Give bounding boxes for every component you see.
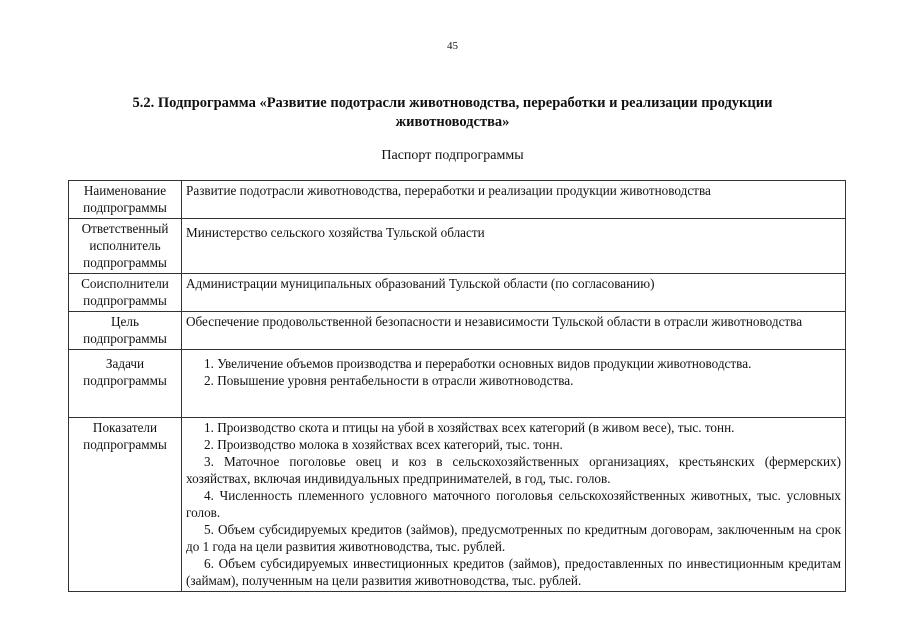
- list-item: 3. Маточное поголовье овец и коз в сельскохозяйственных организациях, крестьянских (фермерских) хозяйствах, включая индивидуальных предпринимателей, в год, тыс. голов.: [186, 454, 841, 486]
- list-item: 1. Производство скота и птицы на убой в хозяйствах всех категорий (в живом весе), тыс. тонн.: [204, 420, 735, 435]
- table-row: [69, 181, 846, 219]
- list-item: 6. Объем субсидируемых инвестиционных кредитов (займов), предоставленных по инвестиционным кредитам (займам), полученным на цели развития животноводства, тыс. рублей.: [186, 556, 841, 588]
- table-row: [69, 418, 846, 592]
- table-row: [69, 312, 846, 350]
- row-label-indicators: Показатели подпрограммы: [69, 418, 182, 592]
- row-label-coexecutors: Соисполнители подпрограммы: [69, 274, 182, 312]
- list-item: 4. Численность племенного условного маточного поголовья сельскохозяйственных животных, тыс. условных голов.: [186, 488, 841, 520]
- table-row: [69, 350, 846, 418]
- row-value-coexecutors: Администрации муниципальных образований Тульской области (по согласованию): [182, 274, 846, 312]
- row-label-tasks: Задачи подпрограммы: [69, 350, 182, 418]
- row-label-name: Наименование подпрограммы: [69, 181, 182, 219]
- section-heading: 5.2. Подпрограмма «Развитие подотрасли животноводства, переработки и реализации продукции животноводства»: [132, 95, 773, 130]
- passport-title: Паспорт подпрограммы: [381, 148, 524, 163]
- row-value-name: Развитие подотрасли животноводства, переработки и реализации продукции животноводства: [182, 181, 846, 219]
- row-label-executor: Ответственный исполнитель подпрограммы: [69, 219, 182, 274]
- row-value-indicators: [182, 418, 846, 592]
- row-value-tasks: [182, 350, 846, 418]
- row-value-goal: Обеспечение продовольственной безопасности и независимости Тульской области в отрасли животноводства: [182, 312, 846, 350]
- page-number: 45: [447, 40, 458, 52]
- table-row: [69, 219, 846, 274]
- row-label-goal: Цель подпрограммы: [69, 312, 182, 350]
- passport-table: [68, 180, 846, 592]
- list-item: 2. Повышение уровня рентабельности в отрасли животноводства.: [204, 373, 574, 388]
- list-item: 5. Объем субсидируемых кредитов (займов), предусмотренных по кредитным договорам, заключенным на срок до 1 года на цели развития животноводства, тыс. рублей.: [186, 522, 841, 554]
- table-row: [69, 274, 846, 312]
- row-value-executor: Министерство сельского хозяйства Тульской области: [182, 219, 846, 274]
- list-item: 1. Увеличение объемов производства и переработки основных видов продукции животноводства.: [204, 356, 752, 371]
- list-item: 2. Производство молока в хозяйствах всех категорий, тыс. тонн.: [204, 437, 563, 452]
